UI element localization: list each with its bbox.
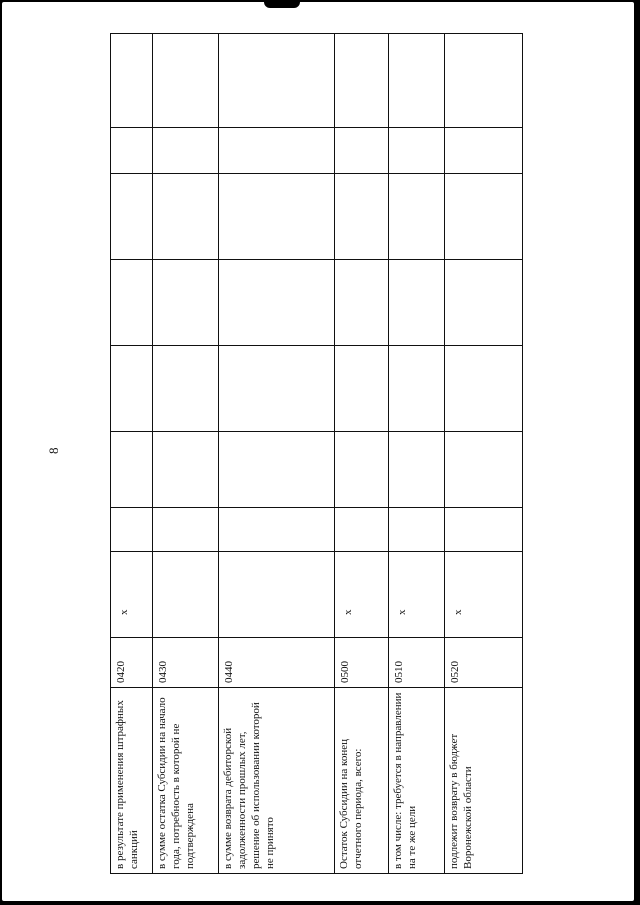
cell-value <box>219 260 335 346</box>
cell-value <box>153 260 219 346</box>
cell-value <box>219 34 335 128</box>
cell-value <box>389 508 445 552</box>
table-container <box>110 34 522 874</box>
cell-value <box>445 432 523 508</box>
cell-value <box>111 34 153 128</box>
cell-value <box>153 128 219 174</box>
row-label: подлежит возврату в бюджет Воронежской области <box>445 688 523 874</box>
table-row <box>335 34 389 874</box>
cell-value: x <box>445 552 523 638</box>
cell-value: x <box>389 552 445 638</box>
scan-artifact <box>264 2 300 8</box>
cell-value <box>153 174 219 260</box>
cell-value <box>335 432 389 508</box>
cell-value <box>389 260 445 346</box>
row-code: 0420 <box>111 638 153 688</box>
page-number: 8 <box>46 447 61 454</box>
document-page <box>2 2 634 901</box>
row-code: 0510 <box>389 638 445 688</box>
cell-value <box>219 346 335 432</box>
cell-value <box>111 128 153 174</box>
cell-value <box>219 432 335 508</box>
table-row <box>389 34 445 874</box>
cell-value <box>153 34 219 128</box>
cell-value: x <box>111 552 153 638</box>
cell-value <box>335 128 389 174</box>
cell-value <box>219 552 335 638</box>
cell-value <box>111 432 153 508</box>
cell-value <box>335 174 389 260</box>
cell-value <box>389 34 445 128</box>
rotated-table <box>110 34 522 874</box>
cell-value <box>445 346 523 432</box>
row-code: 0430 <box>153 638 219 688</box>
cell-value <box>335 34 389 128</box>
row-code: 0440 <box>219 638 335 688</box>
cell-value <box>389 128 445 174</box>
cell-value <box>111 174 153 260</box>
row-code: 0520 <box>445 638 523 688</box>
table-row <box>153 34 219 874</box>
cell-value <box>335 346 389 432</box>
cell-value <box>111 260 153 346</box>
cell-value <box>389 174 445 260</box>
table-row <box>445 34 523 874</box>
cell-value <box>153 346 219 432</box>
cell-value <box>111 346 153 432</box>
cell-value: x <box>335 552 389 638</box>
cell-value <box>219 128 335 174</box>
row-label: Остаток Субсидии на конец отчетного периода, всего: <box>335 688 389 874</box>
row-label: в сумме остатка Субсидии на начало года, потребность в которой не подтверждена <box>153 688 219 874</box>
cell-value <box>153 508 219 552</box>
cell-value <box>445 260 523 346</box>
table-row <box>219 34 335 874</box>
cell-value <box>335 260 389 346</box>
row-code: 0500 <box>335 638 389 688</box>
cell-value <box>219 508 335 552</box>
cell-value <box>153 552 219 638</box>
cell-value <box>445 34 523 128</box>
cell-value <box>445 508 523 552</box>
cell-value <box>335 508 389 552</box>
row-label: в том числе: требуется в направлении на те же цели <box>389 688 445 874</box>
cell-value <box>445 128 523 174</box>
cell-value <box>111 508 153 552</box>
subsidy-table <box>110 33 523 874</box>
row-label: в результате применения штрафных санкций <box>111 688 153 874</box>
cell-value <box>389 432 445 508</box>
cell-value <box>219 174 335 260</box>
row-label: в сумме возврата дебиторской задолженности прошлых лет, решение об использовании которой не принято <box>219 688 335 874</box>
cell-value <box>445 174 523 260</box>
cell-value <box>389 346 445 432</box>
cell-value <box>153 432 219 508</box>
table-row <box>111 34 153 874</box>
